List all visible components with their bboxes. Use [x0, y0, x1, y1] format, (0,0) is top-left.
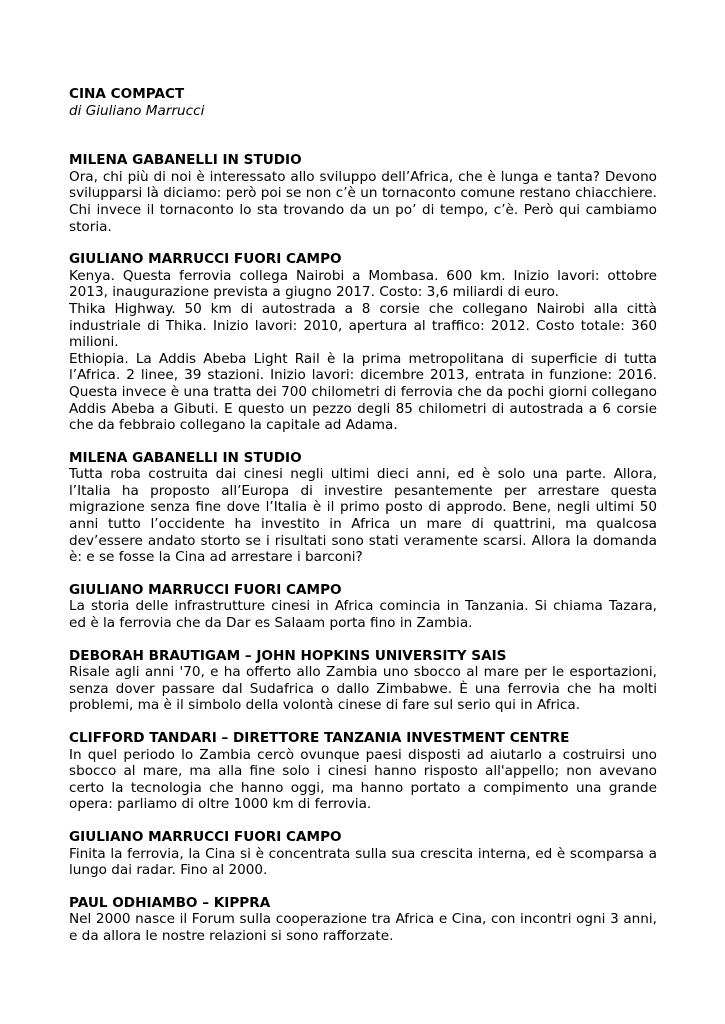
paragraph: In quel periodo lo Zambia cercò ovunque paesi disposti ad aiutarlo a costruirsi uno sbocco al mare, ma alla fine solo i cinesi hanno risposto all'appello; non avevano certo la tecnologia che hanno oggi, ma hanno portato a compimento una grande opera: parliamo di oltre 1000 km di ferrovia.	[69, 746, 657, 813]
paragraph: Kenya. Questa ferrovia collega Nairobi a Mombasa. 600 km. Inizio lavori: ottobre 2013, inaugurazione prevista a giugno 2017. Costo: 3,6 miliardi di euro.	[69, 267, 657, 301]
paragraph: Finita la ferrovia, la Cina si è concentrata sulla sua crescita interna, ed è scomparsa a lungo dai radar. Fino al 2000.	[69, 845, 657, 879]
section	[69, 648, 657, 714]
section	[69, 829, 657, 879]
speaker-heading: CLIFFORD TANDARI – DIRETTORE TANZANIA INVESTMENT CENTRE	[69, 730, 570, 746]
section	[69, 582, 657, 632]
section	[69, 730, 657, 813]
paragraph: Thika Highway. 50 km di autostrada a 8 corsie che collegano Nairobi alla città industriale di Thika. Inizio lavori: 2010, apertura al traffico: 2012. Costo totale: 360 milioni.	[69, 300, 657, 351]
section	[69, 895, 657, 945]
paragraph: Tutta roba costruita dai cinesi negli ultimi dieci anni, ed è solo una parte. Allora, l’Italia ha proposto all’Europa di investire pesantemente per arrestare questa migrazione senza fine dove l’Italia è il primo posto di approdo. Bene, negli ultimi 50 anni tutto l’occidente ha investito in Africa un mare di quattrini, ma qualcosa dev’essere andato storto se i risultati sono stati veramente scarsi. Allora la domanda è: e se fosse la Cina ad arrestare i barconi?	[69, 466, 657, 566]
paragraph: Risale agli anni '70, e ha offerto allo Zambia uno sbocco al mare per le esportazioni, senza dover passare dal Sudafrica o dallo Zimbabwe. È una ferrovia che ha molti problemi, ma è il simbolo della volontà cinese di fare sul serio qui in Africa.	[69, 664, 657, 714]
speaker-heading: MILENA GABANELLI IN STUDIO	[69, 152, 302, 169]
section	[69, 251, 657, 434]
speaker-heading: GIULIANO MARRUCCI FUORI CAMPO	[69, 581, 342, 598]
paragraph: Ethiopia. La Addis Abeba Light Rail è la prima metropolitana di superficie di tutta l’Africa. 2 linee, 39 stazioni. Inizio lavori: dicembre 2013, entrata in funzione: 2016. Questa invece è una tratta dei 700 chilometri di ferrovia che da pochi giorni collegano Addis Abeba a Gibuti. E questo un pezzo degli 85 chilometri di autostrada a 6 corsie che da febbraio collegano la capitale ad Adama.	[69, 350, 657, 434]
speaker-heading: MILENA GABANELLI IN STUDIO	[69, 449, 302, 466]
speaker-heading: PAUL ODHIAMBO – KIPPRA	[69, 894, 271, 911]
speaker-heading: GIULIANO MARRUCCI FUORI CAMPO	[69, 251, 342, 268]
document-page	[69, 86, 657, 961]
paragraph: Nel 2000 nasce il Forum sulla cooperazione tra Africa e Cina, con incontri ogni 3 anni, e da allora le nostre relazioni si sono rafforzate.	[69, 911, 657, 944]
document-title: CINA COMPACT	[69, 86, 185, 102]
section	[69, 450, 657, 566]
section	[69, 152, 657, 235]
paragraph: Ora, chi più di noi è interessato allo sviluppo dell’Africa, che è lunga e tanta? Devono svilupparsi là diciamo: però poi se non c’è un tornaconto comune restano chiacchiere. Chi invece il tornaconto lo sta trovando da un po’ di tempo, c’è. Però qui cambiamo storia.	[69, 168, 657, 235]
paragraph: La storia delle infrastrutture cinesi in Africa comincia in Tanzania. Si chiama Tazara, ed è la ferrovia che da Dar es Salaam porta fino in Zambia.	[69, 598, 657, 632]
speaker-heading: GIULIANO MARRUCCI FUORI CAMPO	[69, 828, 342, 845]
speaker-heading: DEBORAH BRAUTIGAM – JOHN HOPKINS UNIVERSITY SAIS	[69, 647, 507, 664]
document-author: di Giuliano Marrucci	[69, 102, 205, 119]
